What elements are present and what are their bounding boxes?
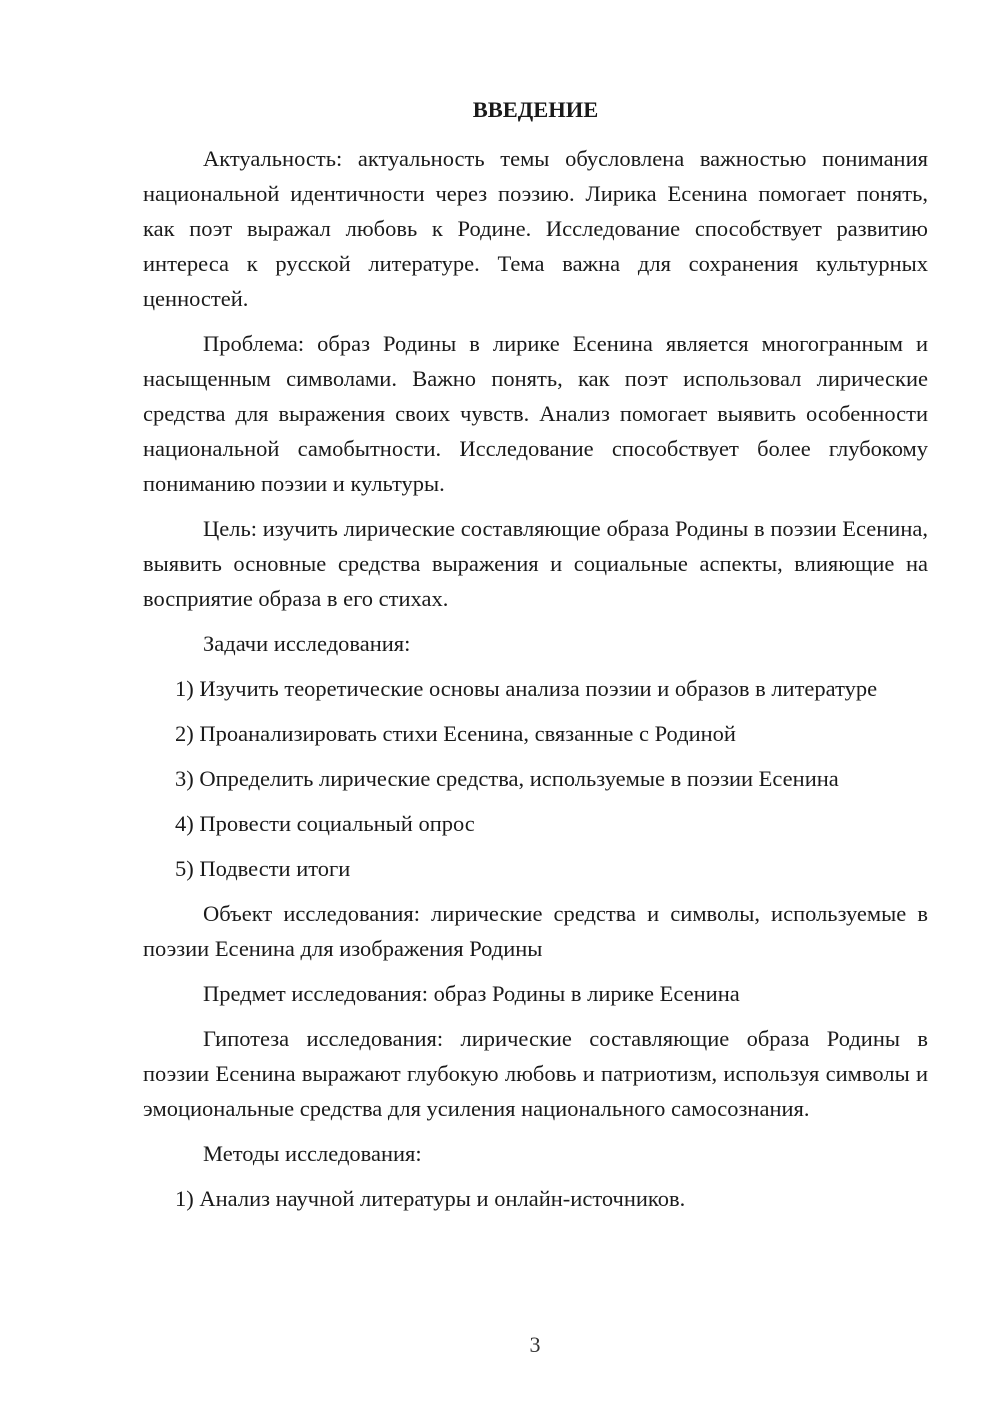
relevance-paragraph: Актуальность: актуальность темы обусловлена важностью понимания национальной идентичности через поэзию. Лирика Есенина помогает понять, как поэт выражал любовь к Родине. Исследование способствует развитию интереса к русской литературе. Тема важна для сохранения культурных ценностей. [143,146,928,311]
goal-paragraph: Цель: изучить лирические составляющие образа Родины в поэзии Есенина, выявить основные средства выражения и социальные аспекты, влияющие на восприятие образа в его стихах. [143,516,928,611]
task-item-5: 5) Подвести итоги [175,856,351,881]
hypothesis-paragraph: Гипотеза исследования: лирические составляющие образа Родины в поэзии Есенина выражают глубокую любовь и патриотизм, используя символы и эмоциональные средства для усиления национального самосознания. [143,1026,928,1121]
problem-paragraph: Проблема: образ Родины в лирике Есенина является многогранным и насыщенным символами. Важно понять, как поэт использовал лирические средства для выражения своих чувств. Анализ помогает выявить особенности национальной самобытности. Исследование способствует более глубокому пониманию поэзии и культуры. [143,331,928,496]
task-item-1: 1) Изучить теоретические основы анализа поэзии и образов в литературе [175,676,878,701]
subject-paragraph: Предмет исследования: образ Родины в лирике Есенина [203,981,740,1006]
document-page [143,92,928,1226]
tasks-heading: Задачи исследования: [203,631,411,656]
task-item-3: 3) Определить лирические средства, используемые в поэзии Есенина [175,766,839,791]
task-item-2: 2) Проанализировать стихи Есенина, связанные с Родиной [175,721,736,746]
section-title: ВВЕДЕНИЕ [472,97,599,122]
page-number: 3 [529,1332,541,1357]
methods-heading: Методы исследования: [203,1141,422,1166]
object-paragraph: Объект исследования: лирические средства и символы, используемые в поэзии Есенина для изображения Родины [143,901,928,961]
task-item-4: 4) Провести социальный опрос [175,811,475,836]
method-item-1: 1) Анализ научной литературы и онлайн-источников. [175,1186,686,1211]
